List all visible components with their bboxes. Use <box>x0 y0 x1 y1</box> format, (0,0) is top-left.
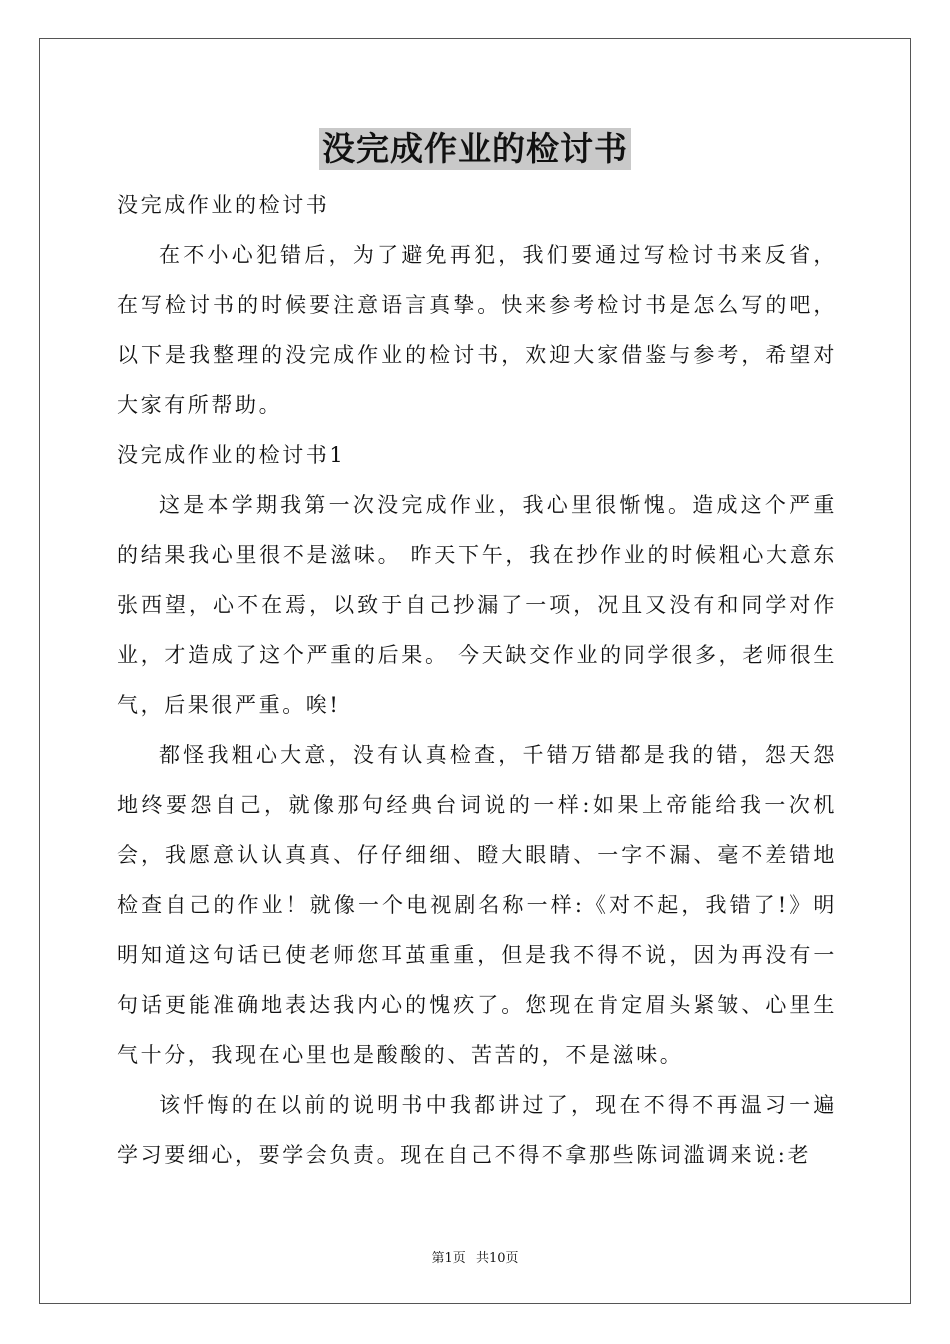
section-heading: 没完成作业的检讨书1 <box>117 443 346 467</box>
body-paragraph-3: 该忏悔的在以前的说明书中我都讲过了，现在不得不再温习一遍学习要细心，要学会负责。现在自己不得不拿那些陈词滥调来说:老 <box>117 1093 837 1167</box>
document-body <box>117 180 837 1180</box>
title-container <box>0 128 950 170</box>
page-total: 共10页 <box>475 1251 519 1266</box>
document-subtitle: 没完成作业的检讨书 <box>117 193 330 217</box>
page-footer <box>0 1247 950 1266</box>
document-title: 没完成作业的检讨书 <box>319 128 631 170</box>
body-paragraph-2: 都怪我粗心大意，没有认真检查，千错万错都是我的错，怨天怨地终要怨自己，就像那句经典台词说的一样:如果上帝能给我一次机会，我愿意认认真真、仔仔细细、瞪大眼睛、一字不漏、毫不差错地检查自己的作业！就像一个电视剧名称一样:《对不起，我错了!》明明知道这句话已使老师您耳茧重重，但是我不得不说，因为再没有一句话更能准确地表达我内心的愧疚了。您现在肯定眉头紧皱、心里生气十分，我现在心里也是酸酸的、苦苦的，不是滋味。 <box>117 743 837 1067</box>
page-number: 第1页 <box>431 1251 466 1266</box>
body-paragraph-1: 这是本学期我第一次没完成作业，我心里很惭愧。造成这个严重的结果我心里很不是滋味。 昨天下午，我在抄作业的时候粗心大意东张西望，心不在焉，以致于自己抄漏了一项，况且又没有和同学对作业，才造成了这个严重的后果。 今天缺交作业的同学很多，老师很生气，后果很严重。唉! <box>117 493 837 717</box>
intro-paragraph: 在不小心犯错后，为了避免再犯，我们要通过写检讨书来反省，在写检讨书的时候要注意语言真挚。快来参考检讨书是怎么写的吧，以下是我整理的没完成作业的检讨书，欢迎大家借鉴与参考，希望对大家有所帮助。 <box>117 243 837 417</box>
